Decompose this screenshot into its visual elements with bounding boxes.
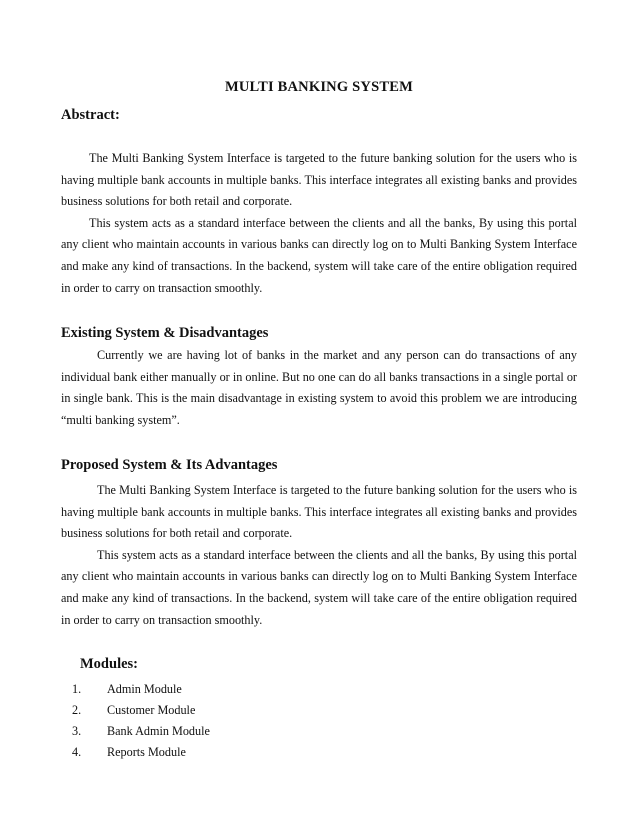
abstract-section <box>61 148 577 299</box>
module-number: 4. <box>72 745 82 759</box>
existing-system-section <box>61 345 577 431</box>
abstract-paragraph-2: This system acts as a standard interface between the clients and all the banks, By using this portal any client who maintain accounts in various banks can directly log on to Multi Banking System Interface and make any kind of transactions. In the backend, system will take care of the entire obligation required in order to carry on transaction smoothly. <box>61 215 577 295</box>
module-number: 3. <box>72 724 82 738</box>
document-title: MULTI BANKING SYSTEM <box>225 79 413 95</box>
proposed-system-heading: Proposed System & Its Advantages <box>61 457 278 473</box>
modules-heading: Modules: <box>80 656 138 672</box>
proposed-system-paragraph-2: This system acts as a standard interface between the clients and all the banks, By using this portal any client who maintain accounts in various banks can directly log on to Multi Banking System Interface and make any kind of transactions. In the backend, system will take care of the entire obligation required in order to carry on transaction smoothly. <box>61 547 577 627</box>
abstract-paragraph-1: The Multi Banking System Interface is targeted to the future banking solution for the users who is having multiple bank accounts in multiple banks. This interface integrates all existing banks and provides business solutions for both retail and corporate. <box>61 151 577 209</box>
module-name: Admin Module <box>107 682 182 696</box>
module-number: 2. <box>72 703 82 717</box>
module-number: 1. <box>72 682 82 696</box>
module-name: Customer Module <box>107 703 196 717</box>
proposed-system-paragraph-1: The Multi Banking System Interface is targeted to the future banking solution for the users who is having multiple bank accounts in multiple banks. This interface integrates all existing banks and provides business solutions for both retail and corporate. <box>61 483 577 541</box>
module-name: Reports Module <box>107 745 186 759</box>
existing-system-paragraph: Currently we are having lot of banks in the market and any person can do transactions of any individual bank either manually or in online. But no one can do all banks transactions in a single portal or in single bank. This is the main disadvantage in existing system to avoid this problem we are introducing “multi banking system”. <box>61 348 577 427</box>
proposed-system-section <box>61 480 577 631</box>
module-name: Bank Admin Module <box>107 724 210 738</box>
existing-system-heading: Existing System & Disadvantages <box>61 325 269 341</box>
abstract-heading: Abstract: <box>61 107 120 123</box>
